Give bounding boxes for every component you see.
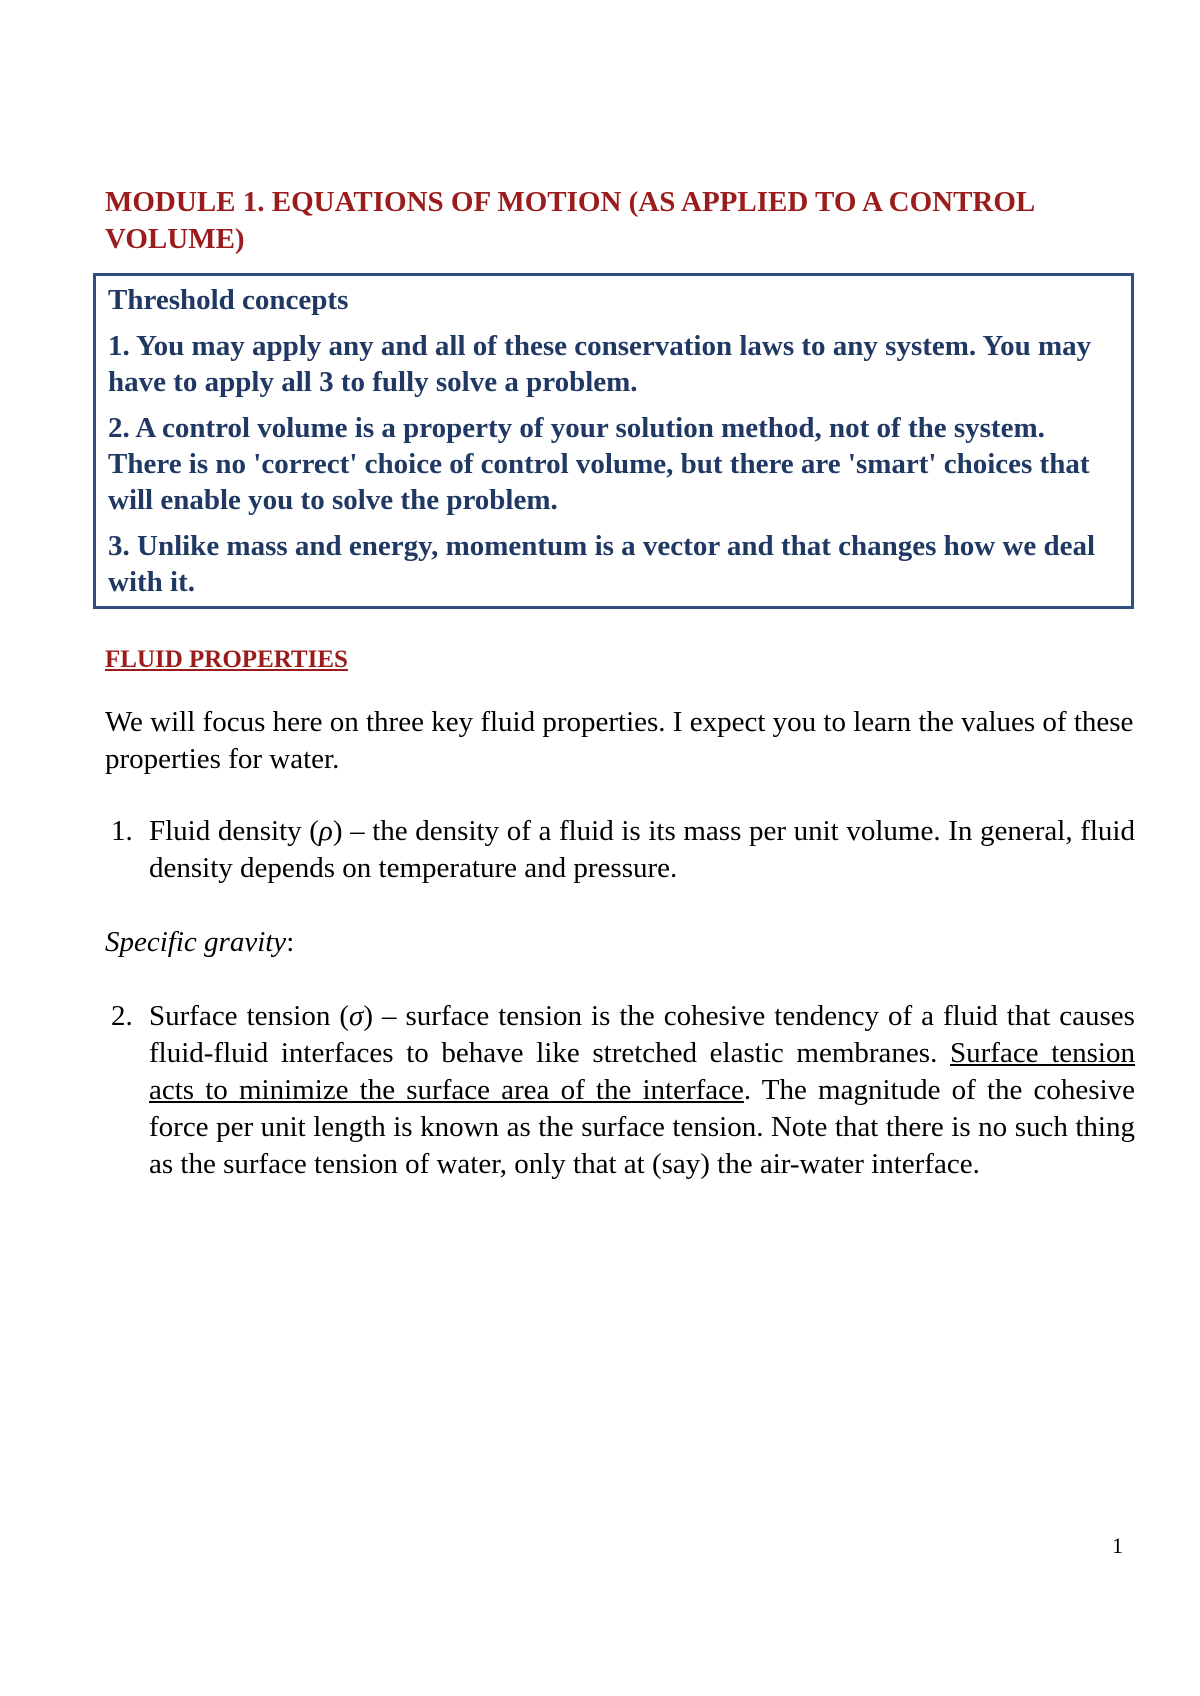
property-description: ) – surface tension is the cohesive tendency of a fluid that causes fluid-fluid interfaces to behave like stretched elastic membranes. bbox=[149, 1000, 1135, 1069]
module-title: MODULE 1. EQUATIONS OF MOTION (AS APPLIED TO A CONTROL VOLUME) bbox=[105, 186, 1034, 255]
threshold-item-2 bbox=[108, 410, 1121, 518]
sigma-symbol: σ bbox=[349, 1000, 364, 1032]
open-paren: ( bbox=[330, 1000, 350, 1032]
threshold-concepts-box bbox=[93, 273, 1134, 609]
threshold-item-text: You may apply any and all of these conservation laws to any system. You may have to apply all 3 to fully solve a problem. bbox=[108, 330, 1092, 398]
list-item-surface-tension bbox=[105, 998, 1135, 1183]
property-description: ) – the density of a fluid is its mass per unit volume. In general, fluid density depends on temperature and pressure. bbox=[149, 815, 1135, 884]
list-item-number: 2. bbox=[111, 1000, 133, 1032]
threshold-item-text: Unlike mass and energy, momentum is a vector and that changes how we deal with it. bbox=[108, 530, 1096, 598]
intro-paragraph: We will focus here on three key fluid properties. I expect you to learn the values of these properties for water. bbox=[105, 706, 1134, 775]
property-name: Fluid density bbox=[149, 815, 302, 847]
list-item-number: 1. bbox=[111, 815, 133, 847]
specific-gravity-term: Specific gravity bbox=[105, 926, 287, 958]
page-number: 1 bbox=[1112, 1533, 1123, 1558]
rho-symbol: ρ bbox=[318, 815, 333, 847]
section-heading-fluid-properties: FLUID PROPERTIES bbox=[105, 646, 348, 673]
list-item-body bbox=[149, 813, 1135, 887]
threshold-item-number: 2. bbox=[108, 412, 130, 444]
list-item-body bbox=[149, 998, 1135, 1183]
underlined-statement: Surface tension acts to minimize the surface area of the interface bbox=[149, 1037, 1135, 1106]
specific-gravity-label bbox=[105, 924, 294, 961]
colon: : bbox=[286, 926, 295, 958]
open-paren: ( bbox=[301, 815, 319, 847]
property-description-continued: . The magnitude of the cohesive force per unit length is known as the surface tension. Note that there is no such thing as the surface tension of water, only that at (say) the air-water interface. bbox=[149, 1074, 1135, 1180]
property-name: Surface tension bbox=[149, 1000, 331, 1032]
list-item-fluid-density bbox=[105, 813, 1135, 887]
threshold-item-text: A control volume is a property of your solution method, not of the system. There is no 'correct' choice of control volume, but there are 'smart' choices that will enable you to solve the problem. bbox=[108, 412, 1090, 516]
threshold-heading: Threshold concepts bbox=[108, 284, 349, 316]
threshold-item-number: 1. bbox=[108, 330, 130, 362]
threshold-item-number: 3. bbox=[108, 530, 130, 562]
threshold-item-1 bbox=[108, 328, 1121, 400]
threshold-item-3 bbox=[108, 528, 1121, 600]
